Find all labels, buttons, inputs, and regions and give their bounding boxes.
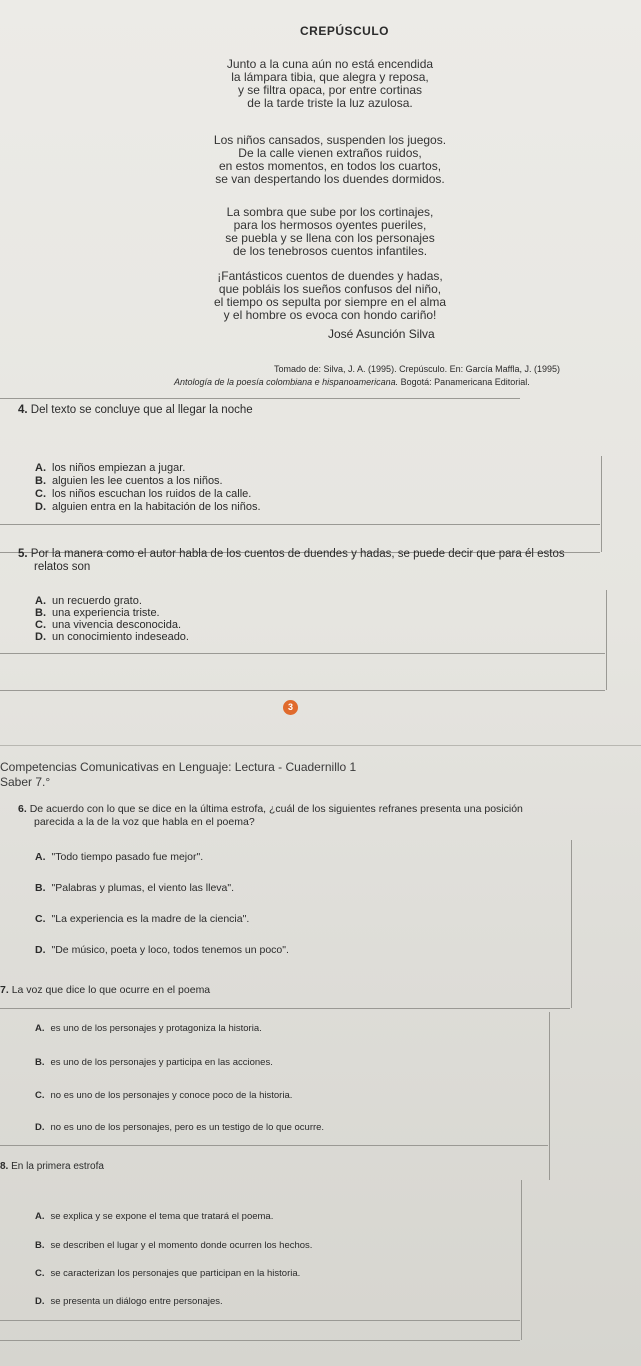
option-text: un recuerdo grato. (52, 595, 142, 607)
q5-option-c[interactable] (35, 619, 181, 631)
poem-author: José Asunción Silva (328, 327, 435, 341)
q5-option-b[interactable] (35, 607, 160, 619)
option-text: no es uno de los personajes y conoce poco de la historia. (50, 1090, 293, 1101)
option-letter: A. (35, 595, 46, 607)
option-letter: A. (35, 851, 46, 863)
citation-publisher: Bogotá: Panamericana Editorial. (398, 377, 530, 387)
divider (0, 398, 520, 399)
poem-line: de los tenebrosos cuentos infantiles. (232, 244, 428, 258)
question-8 (0, 1161, 104, 1172)
poem-line: Junto a la cuna aún no está encendida (226, 57, 434, 71)
q7-option-b[interactable] (35, 1057, 273, 1068)
option-letter: B. (35, 1057, 45, 1068)
poem-line: Los niños cansados, suspenden los juegos. (213, 133, 447, 147)
option-text: alguien les lee cuentos a los niños. (52, 475, 223, 487)
option-text: los niños escuchan los ruidos de la calle. (52, 488, 252, 500)
poem-title: CREPÚSCULO (300, 24, 390, 38)
option-letter: C. (35, 619, 46, 631)
answer-bracket (520, 1180, 522, 1340)
option-text: un conocimiento indeseado. (52, 631, 189, 643)
option-letter: A. (35, 462, 46, 474)
option-letter: B. (35, 607, 46, 619)
poem-line: ¡Fantásticos cuentos de duendes y hadas, (217, 269, 443, 283)
poem-line: que pobláis los sueños confusos del niño, (218, 282, 442, 296)
poem-line: se van despertando los duendes dormidos. (215, 172, 445, 186)
option-letter: C. (35, 1090, 45, 1101)
option-letter: C. (35, 488, 46, 500)
grade-header: Saber 7.° (0, 775, 51, 789)
divider (0, 524, 600, 525)
poem-line: se puebla y se llena con los personajes (225, 231, 435, 245)
poem-stanza-2 (150, 134, 510, 186)
question-5 (18, 548, 565, 560)
option-text: "De músico, poeta y loco, todos tenemos un poco". (51, 944, 289, 956)
page-fold (0, 745, 641, 746)
option-letter: A. (35, 1023, 45, 1034)
page-number-badge: 3 (283, 700, 298, 715)
option-text: se caracterizan los personajes que participan en la historia. (50, 1268, 301, 1279)
question-text: En la primera estrofa (11, 1161, 104, 1172)
poem-line: y el hombre os evoca con hondo cariño! (223, 308, 437, 322)
citation-line-1: Tomado de: Silva, J. A. (1995). Crepúsculo. En: García Maffla, J. (1995) (274, 364, 560, 374)
option-text: una vivencia desconocida. (52, 619, 182, 631)
option-text: no es uno de los personajes, pero es un testigo de lo que ocurre. (50, 1122, 325, 1133)
divider (0, 1008, 570, 1009)
poem-line: La sombra que sube por los cortinajes, (226, 205, 434, 219)
question-4 (18, 404, 253, 416)
answer-bracket (570, 840, 572, 1008)
poem-line: para los hermosos oyentes pueriles, (233, 218, 427, 232)
q8-option-b[interactable] (35, 1240, 312, 1251)
question-number: 4. (18, 404, 28, 416)
q4-option-b[interactable] (35, 475, 223, 487)
divider (0, 1145, 548, 1146)
question-number: 6. (18, 803, 27, 815)
option-text: "Palabras y plumas, el viento las lleva". (51, 882, 235, 894)
answer-bracket (605, 590, 607, 690)
answer-bracket (548, 1012, 550, 1180)
option-text: "Todo tiempo pasado fue mejor". (51, 851, 204, 863)
option-text: se explica y se expone el tema que tratará el poema. (50, 1211, 274, 1222)
q4-option-d[interactable] (35, 501, 261, 513)
option-letter: D. (35, 1296, 45, 1307)
q8-option-a[interactable] (35, 1211, 273, 1222)
option-letter: B. (35, 1240, 45, 1251)
option-letter: C. (35, 1268, 45, 1279)
option-letter: B. (35, 882, 46, 894)
question-7 (0, 984, 210, 996)
option-letter: A. (35, 1211, 45, 1222)
poem-line: De la calle vienen extraños ruidos, (238, 146, 422, 160)
q7-option-c[interactable] (35, 1090, 292, 1101)
poem-line: en estos momentos, en todos los cuartos, (218, 159, 442, 173)
option-letter: D. (35, 944, 46, 956)
q6-option-b[interactable] (35, 882, 234, 894)
question-6 (18, 803, 523, 815)
question-5-continued: relatos son (34, 561, 91, 573)
option-text: una experiencia triste. (52, 607, 160, 619)
question-text: La voz que dice lo que ocurre en el poema (11, 984, 211, 996)
option-letter: D. (35, 631, 46, 643)
option-text: los niños empiezan a jugar. (52, 462, 186, 474)
poem-line: de la tarde triste la luz azulosa. (247, 96, 413, 110)
option-letter: D. (35, 501, 46, 513)
option-text: "La experiencia es la madre de la ciencia". (51, 913, 250, 925)
divider (0, 653, 605, 654)
option-letter: C. (35, 913, 46, 925)
divider (0, 1320, 520, 1321)
option-letter: D. (35, 1122, 45, 1133)
citation-line-2 (174, 377, 530, 387)
citation-book-title: Antología de la poesía colombiana e hispanoamericana. (174, 377, 399, 387)
poem-line: y se filtra opaca, por entre cortinas (237, 83, 423, 97)
question-number: 5. (18, 548, 28, 560)
q6-option-a[interactable] (35, 851, 203, 863)
q6-option-c[interactable] (35, 913, 249, 925)
q7-option-d[interactable] (35, 1122, 324, 1133)
divider (0, 690, 605, 691)
q6-option-d[interactable] (35, 944, 289, 956)
question-text: Por la manera como el autor habla de los cuentos de duendes y hadas, se puede decir que para él estos (30, 548, 565, 560)
q8-option-c[interactable] (35, 1268, 300, 1279)
q5-option-d[interactable] (35, 631, 189, 643)
option-text: es uno de los personajes y protagoniza la historia. (50, 1023, 262, 1034)
question-6-continued: parecida a la de la voz que habla en el poema? (34, 816, 255, 828)
poem-stanza-3 (150, 206, 510, 258)
answer-bracket (600, 456, 602, 552)
q5-option-a[interactable] (35, 595, 142, 607)
booklet-header: Competencias Comunicativas en Lenguaje: Lectura - Cuadernillo 1 (0, 760, 357, 774)
poem-stanza-1 (150, 58, 510, 110)
question-text: De acuerdo con lo que se dice en la última estrofa, ¿cuál de los siguientes refranes presenta una posición (29, 803, 523, 815)
question-number: 8. (0, 1161, 9, 1172)
poem-line: la lámpara tibia, que alegra y reposa, (231, 70, 429, 84)
option-text: es uno de los personajes y participa en las acciones. (50, 1057, 273, 1068)
option-letter: B. (35, 475, 46, 487)
question-number: 7. (0, 984, 9, 996)
option-text: alguien entra en la habitación de los niños. (52, 501, 261, 513)
q7-option-a[interactable] (35, 1023, 262, 1034)
q4-option-c[interactable] (35, 488, 251, 500)
divider (0, 1340, 520, 1341)
poem-stanza-4 (150, 270, 510, 322)
q8-option-d[interactable] (35, 1296, 223, 1307)
q4-option-a[interactable] (35, 462, 185, 474)
poem-line: el tiempo os sepulta por siempre en el alma (213, 295, 447, 309)
question-text: Del texto se concluye que al llegar la noche (30, 404, 253, 416)
option-text: se presenta un diálogo entre personajes. (50, 1296, 223, 1307)
option-text: se describen el lugar y el momento donde ocurren los hechos. (50, 1240, 313, 1251)
